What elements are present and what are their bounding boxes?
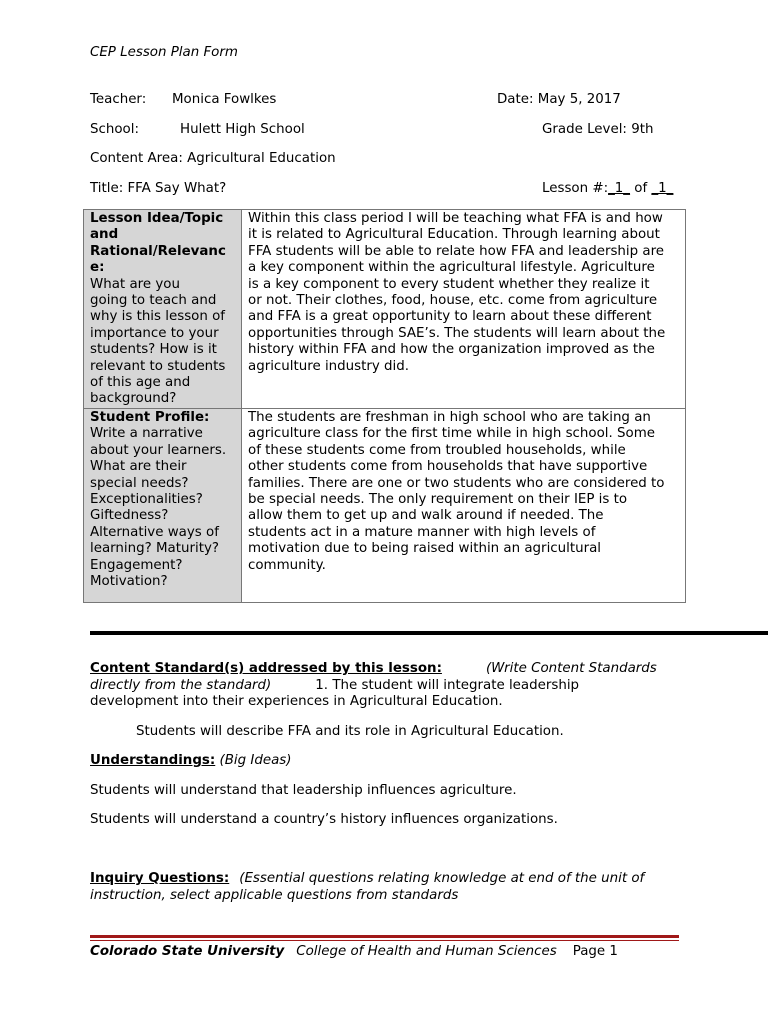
standards-note-a: (Write Content Standards <box>485 661 657 676</box>
footer-college: College of Health and Human Sciences <box>296 944 557 959</box>
section-divider <box>90 631 768 635</box>
understandings-heading-line <box>90 753 292 768</box>
school-name: Hulett High School <box>180 122 305 137</box>
teacher-name: Monica Fowlkes <box>172 92 277 107</box>
footer <box>90 944 618 959</box>
inquiry-section <box>90 871 710 904</box>
text-line: is a key component to every student whether they realize it <box>248 276 650 292</box>
grade-level: Grade Level: 9th <box>542 122 654 137</box>
topic-content-cell <box>242 210 686 409</box>
text-line: The students are freshman in high school who are taking an <box>248 409 651 425</box>
text-line: agriculture class for the first time while in high school. Some <box>248 426 655 442</box>
text-line: Student Profile: <box>90 409 210 425</box>
standards-section <box>90 661 710 711</box>
footer-page: Page 1 <box>572 944 618 959</box>
text-line: of this age and <box>90 375 191 391</box>
profile-label-cell <box>84 408 242 602</box>
text-line: relevant to students <box>90 358 226 374</box>
date-field: Date: May 5, 2017 <box>497 92 621 107</box>
topic-label <box>90 211 236 408</box>
text-line: be special needs. The only requirement on their IEP is to <box>248 491 628 507</box>
text-line: and FFA is a great opportunity to learn about these different <box>248 309 652 325</box>
text-line: agriculture industry did. <box>248 358 410 374</box>
text-line: other students come from households that have supportive <box>248 459 648 475</box>
table-row <box>84 210 686 409</box>
text-line: community. <box>248 557 326 573</box>
school-label: School: <box>90 122 139 137</box>
text-line: Alternative ways of <box>90 524 219 540</box>
text-line: history within FFA and how the organization improved as the <box>248 342 655 358</box>
text-line: students? How is it <box>90 342 217 358</box>
profile-content <box>248 410 680 574</box>
lesson-plan-table <box>83 209 686 603</box>
form-title: CEP Lesson Plan Form <box>90 45 238 60</box>
text-line: why is this lesson of <box>90 309 226 325</box>
topic-label-cell <box>84 210 242 409</box>
text-line: Engagement? <box>90 557 183 573</box>
text-line: Write a narrative <box>90 426 203 442</box>
inquiry-note-a: (Essential questions relating knowledge at end of the unit of <box>239 871 645 886</box>
understandings-note: (Big Ideas) <box>219 753 292 768</box>
text-line: special needs? <box>90 475 189 491</box>
text-line: FFA students will be able to relate how FFA and leadership are <box>248 243 665 259</box>
objective-text: Students will describe FFA and its role in Agricultural Education. <box>136 724 564 739</box>
text-line: Within this class period I will be teaching what FFA is and how <box>248 211 663 226</box>
lesson-number-value: _1_ <box>608 181 631 196</box>
inquiry-note-b: instruction, select applicable questions from standards <box>90 887 459 903</box>
lesson-number <box>542 181 673 196</box>
text-line: students act in a mature manner with high levels of <box>248 524 596 540</box>
text-line: families. There are one or two students who are considered to <box>248 475 665 491</box>
understanding-item: Students will understand a country’s history influences organizations. <box>90 812 558 827</box>
text-line: Lesson Idea/Topic <box>90 211 224 226</box>
understandings-heading: Understandings: <box>90 753 216 768</box>
footer-rule <box>90 935 679 938</box>
standard-text-b: development into their experiences in Agricultural Education. <box>90 694 503 709</box>
inquiry-heading: Inquiry Questions: <box>90 871 230 886</box>
text-line: going to teach and <box>90 293 217 309</box>
understanding-item: Students will understand that leadership influences agriculture. <box>90 783 517 798</box>
footer-rule-thin <box>90 940 679 941</box>
text-line: a key component within the agricultural lifestyle. Agriculture <box>248 260 655 276</box>
standards-heading: Content Standard(s) addressed by this lesson: <box>90 661 442 676</box>
teacher-label: Teacher: <box>90 92 147 107</box>
table-row <box>84 408 686 602</box>
text-line: Rational/Relevanc <box>90 243 226 259</box>
text-line: importance to your <box>90 325 219 341</box>
text-line: Motivation? <box>90 573 168 589</box>
text-line: background? <box>90 391 177 407</box>
lesson-total: _1_ <box>651 181 674 196</box>
lesson-title: Title: FFA Say What? <box>90 181 227 196</box>
text-line: learning? Maturity? <box>90 541 219 557</box>
text-line: it is related to Agricultural Education. Through learning about <box>248 227 660 243</box>
text-line: opportunities through SAE’s. The students will learn about the <box>248 325 666 341</box>
text-line: or not. Their clothes, food, house, etc. come from agriculture <box>248 293 658 309</box>
text-line: motivation due to being raised within an agricultural <box>248 541 602 557</box>
content-area: Content Area: Agricultural Education <box>90 151 336 166</box>
text-line: allow them to get up and walk around if needed. The <box>248 508 604 524</box>
text-line: What are their <box>90 459 187 475</box>
footer-university: Colorado State University <box>90 944 285 959</box>
standard-text-a: 1. The student will integrate leadership <box>315 677 580 693</box>
text-line: e: What are you <box>90 260 180 292</box>
standards-note-b: directly from the standard) <box>90 677 272 693</box>
text-line: Giftedness? <box>90 508 169 524</box>
lesson-number-label: Lesson #: <box>542 181 609 196</box>
text-line: and <box>90 227 119 243</box>
text-line: of these students come from troubled households, while <box>248 442 626 458</box>
topic-content <box>248 211 680 375</box>
text-line: about your learners. <box>90 442 227 458</box>
profile-content-cell <box>242 408 686 602</box>
lesson-of: of <box>634 181 648 196</box>
profile-label <box>90 410 236 590</box>
text-line: Exceptionalities? <box>90 491 203 507</box>
